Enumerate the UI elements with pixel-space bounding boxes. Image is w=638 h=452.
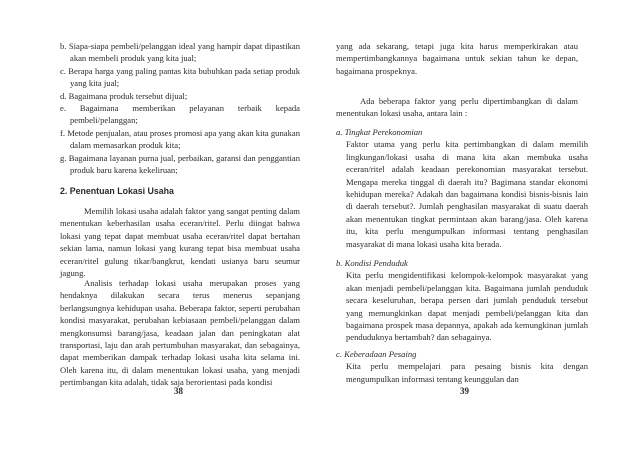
list-item: d. Bagaimana produk tersebut dijual; xyxy=(60,90,188,101)
factor-body: Faktor utama yang perlu kita pertimbangkan di dalam memilih lingkungan/lokasi usaha di mana kita akan membuka usaha eceran/ritel adalah keadaan perekonomian masyarakat tersebut. Mengapa mereka tinggal di daerah itu? Bagimana standar ekonomi kehidupan mereka? Adakah dan bagaimana kondisi bisnis-bisnis lain di daerah tersebut?. Jumlah penghasilan masyarakat di suatu daerah akan menentukan tingkat permintaan akan barang/jasa. Oleh karena itu, kita perlu mengumpulkan informasi tentang penghasilan masyarakat di mana lokasi usaha kita berada. xyxy=(346,139,588,249)
factor-section xyxy=(336,257,588,344)
list-item: g. Bagaimana layanan purna jual, perbaikan, garansi dan penggantian produk baru karena kekeliruan; xyxy=(60,152,300,176)
body-text xyxy=(336,95,578,120)
list-item: b. Siapa-siapa pembeli/pelanggan ideal yang hampir dapat dipastikan akan membeli produk yang kita jual; xyxy=(60,41,300,64)
factor-section xyxy=(336,348,588,385)
factor-title: a. Tingkat Perekonomian xyxy=(336,127,423,137)
factor-body: Kita perlu mengidentifikasi kelompok-kelompok masyarakat yang akan menjadi pembeli/pelanggan kita. Bagaimana jumlah penduduk secara keseluruhan, berapa persen dari jumlah penduduk tersebut yang memungkinkan dapat menjadi pembeli/pelanggan kita dan bagaimana prospek masa depannya, apakah ada kemungkinan jumlah penduduknya bertambah? dan sebagainya. xyxy=(346,270,588,343)
factor-title: b. Kondisi Penduduk xyxy=(336,258,408,268)
factor-title: c. Keberadaan Pesaing xyxy=(336,349,417,359)
body-text xyxy=(60,205,300,279)
page-number: 39 xyxy=(460,386,469,396)
list-item: c. Berapa harga yang paling pantas kita bubuhkan pada setiap produk yang kita jual; xyxy=(60,65,300,89)
factor-body: Kita perlu mempelajari para pesaing bisnis kita dengan mengumpulkan informasi tentang keunggulan dan xyxy=(346,361,588,384)
body-text xyxy=(60,277,300,389)
paragraph: yang ada sekarang, tetapi juga kita harus memperkirakan atau mempertimbangkannya bagaimana untuk sekian tahun ke depan, bagaimana prospeknya. xyxy=(336,41,578,76)
factor-section xyxy=(336,126,588,250)
page-number: 38 xyxy=(174,386,183,396)
paragraph: Analisis terhadap lokasi usaha merupakan proses yang hendaknya dilakukan secara terus menerus sepanjang berlangsungnya kehidupan usaha. Beberapa faktor, seperti perubahan kondisi masyarakat, perubahan kebiasaan pembeli/pelanggan dalam mengkonsumsi barang/jasa, keadaan jalan dan peningkatan alat transportasi, laju dan arah pertumbuhan masyarakat, dan sebagainya, dapat memberikan dampak terhadap lokasi usaha kita selama ini. Oleh karena itu, di dalam menentukan lokasi usaha, yang menjadi pertimbangan kita adalah, tidak saja berorientasi pada kondisi xyxy=(60,278,300,388)
list-item: e. Bagaimana memberikan pelayanan terbaik kepada pembeli/pelanggan; xyxy=(60,103,300,126)
section-heading: 2. Penentuan Lokasi Usaha xyxy=(60,186,174,196)
list-item: f. Metode penjualan, atau proses promosi apa yang akan kita gunakan dalam memasarkan produk kita; xyxy=(60,127,300,151)
requirement-list xyxy=(60,40,300,176)
paragraph: Ada beberapa faktor yang perlu dipertimbangkan di dalam menentukan lokasi usaha, antara lain : xyxy=(336,96,578,119)
paragraph: Memilih lokasi usaha adalah faktor yang sangat penting dalam menentukan keberhasilan usaha eceran/ritel. Perlu diingat bahwa lokasi yang tepat dapat membuat usaha eceran/ritel dapat bertahan sekian lama, namun lokasi yang kurang tepat bisa membuat usaha eceran/ritel gulung tikar/bangkrut, kendati usianya baru seumur jagung. xyxy=(60,206,300,279)
body-text xyxy=(336,40,578,77)
